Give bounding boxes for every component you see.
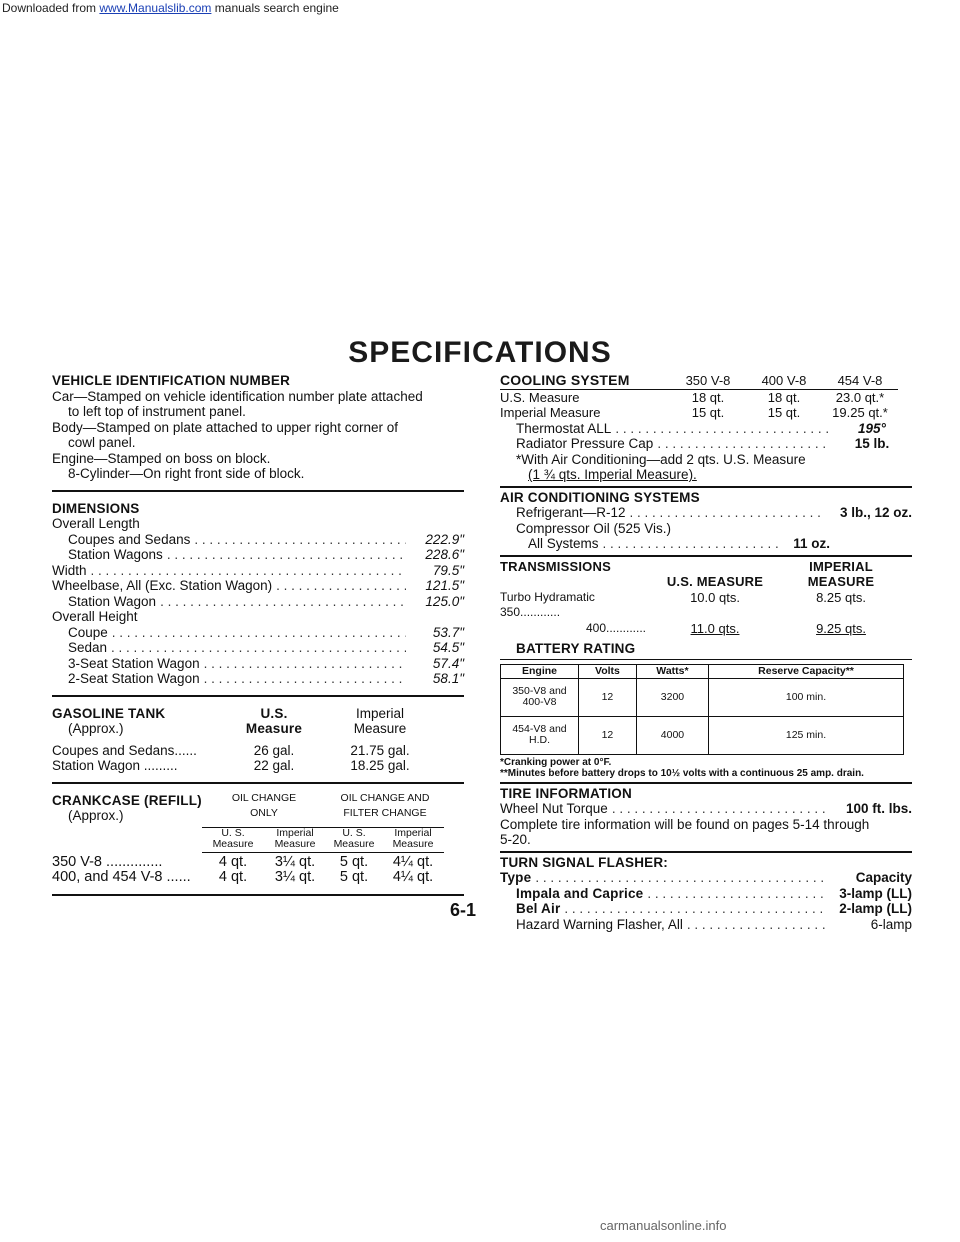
spec-row (500, 886, 912, 902)
spec-label: Type (500, 870, 532, 885)
spec-row (52, 578, 464, 594)
gas-row-label: Station Wagon ......... (52, 758, 178, 773)
cooling-col: 350 V-8 (685, 373, 731, 388)
spec-value: 125.0" (425, 593, 464, 609)
dimensions-section (52, 501, 464, 687)
spec-label: Coupe (68, 624, 108, 640)
spec-value: Capacity (855, 870, 912, 885)
crank-row-value: 4¼ qt. (392, 869, 434, 885)
cooling-imp-value: 15 qt. (691, 405, 725, 420)
trans-imp-head: IMPERIAL (809, 558, 873, 574)
table-row (501, 716, 904, 754)
tire-note: 5-20. (500, 832, 531, 847)
cooling-us-value: 23.0 qt.* (835, 389, 885, 405)
crank-row-value: 3¼ qt. (274, 853, 316, 870)
spec-label: Thermostat ALL (516, 420, 612, 436)
section-divider (500, 486, 912, 488)
gas-col-us-2: Measure (245, 721, 303, 736)
spec-label: Bel Air (516, 901, 561, 916)
spec-value: 11 oz. (793, 536, 830, 551)
table-cell: 125 min. (709, 716, 904, 754)
left-column (52, 373, 464, 905)
oil-only-head (202, 793, 326, 809)
trans-row-label: Turbo Hydramatic 350............ (500, 589, 595, 619)
spec-value: 79.5" (432, 562, 464, 578)
cooling-imp-value: 19.25 qt.* (832, 405, 888, 420)
crank-sub-header: U. S. Measure (333, 826, 375, 850)
vin-line: Body—Stamped on plate attached to upper right corner of (52, 419, 398, 435)
crankcase-section (52, 793, 464, 886)
spec-row (500, 536, 830, 552)
crank-row-value: 5 qt. (339, 869, 369, 885)
table-cell: 454-V8 and H.D. (501, 716, 579, 754)
section-divider (52, 695, 464, 697)
right-column (500, 373, 912, 932)
gas-col-us: U.S. (260, 705, 288, 721)
vin-section (52, 373, 464, 482)
vin-heading: VEHICLE IDENTIFICATION NUMBER (52, 373, 291, 388)
battery-heading: BATTERY RATING (516, 641, 636, 656)
spec-value: 54.5" (432, 640, 464, 655)
trans-row-imp: 9.25 qts. (816, 620, 866, 636)
cooling-us-value: 18 qt. (767, 389, 801, 405)
banner-suffix: manuals search engine (211, 1, 339, 15)
spec-value: 57.4" (432, 655, 464, 671)
spec-value: 58.1" (432, 671, 464, 686)
overall-height-label: Overall Height (52, 609, 138, 624)
crank-row-label: 350 V-8 .............. (52, 853, 163, 870)
spec-row (500, 436, 912, 452)
cooling-us-label: U.S. Measure (500, 389, 580, 405)
spec-row (52, 671, 464, 687)
overall-length-label: Overall Length (52, 516, 140, 531)
section-divider (500, 782, 912, 784)
crankcase-approx: (Approx.) (68, 808, 124, 823)
spec-row (500, 421, 912, 437)
spec-label: Station Wagons (68, 547, 163, 562)
trans-row-us: 11.0 qts. (690, 620, 740, 636)
spec-label: Hazard Warning Flasher, All (516, 916, 683, 932)
spec-value: 195° (858, 420, 886, 436)
spec-label: Coupes and Sedans (68, 531, 191, 547)
crank-row-value: 4 qt. (218, 869, 248, 885)
gas-row-us: 22 gal. (253, 758, 295, 773)
spec-label: 3-Seat Station Wagon (68, 655, 200, 671)
table-cell: 3200 (636, 678, 708, 716)
transmissions-heading: TRANSMISSIONS (500, 558, 611, 574)
crank-row-value: 5 qt. (339, 853, 369, 870)
spec-row (500, 801, 912, 817)
gasoline-heading: GASOLINE TANK (52, 705, 166, 721)
flasher-section (500, 855, 912, 933)
spec-label: 2-Seat Station Wagon (68, 671, 200, 686)
spec-value: 228.6" (425, 547, 464, 562)
gas-row-imp: 18.25 gal. (350, 758, 410, 773)
cooling-note: *With Air Conditioning—add 2 qts. U.S. Measure (516, 451, 806, 467)
cooling-col: 400 V-8 (761, 373, 807, 388)
trans-row-label: 400............ (585, 620, 646, 635)
trans-row-imp: 8.25 qts. (816, 589, 866, 605)
cooling-heading: COOLING SYSTEM (500, 372, 630, 388)
spec-value: 222.9" (425, 531, 464, 547)
table-cell: 4000 (636, 716, 708, 754)
ac-heading: AIR CONDITIONING SYSTEMS (500, 489, 700, 505)
crank-row-label: 400, and 454 V-8 ...... (52, 869, 191, 885)
spec-value: 53.7" (432, 624, 464, 640)
table-cell: 100 min. (709, 678, 904, 716)
crank-row-value: 3¼ qt. (274, 869, 316, 885)
spec-label: Sedan (68, 640, 108, 655)
spec-value: 15 lb. (854, 436, 890, 451)
battery-footnote: **Minutes before battery drops to 10½ volts with a continuous 25 amp. drain. (500, 767, 864, 779)
spec-value: 2-lamp (LL) (839, 901, 912, 916)
flasher-heading: TURN SIGNAL FLASHER: (500, 854, 668, 870)
table-header: Volts (579, 664, 637, 678)
cooling-imp-label: Imperial Measure (500, 405, 601, 420)
table-cell: 12 (579, 678, 637, 716)
vin-line: cowl panel. (68, 435, 136, 450)
banner-prefix: Downloaded from (2, 1, 100, 15)
crank-row-value: 4¼ qt. (392, 853, 434, 870)
cooling-note: (1 ¾ qts. Imperial Measure). (528, 467, 697, 482)
section-divider (500, 555, 912, 557)
transmissions-section (500, 559, 912, 637)
gas-col-imp: Imperial (355, 705, 404, 721)
vin-line: 8-Cylinder—On right front side of block. (68, 466, 305, 481)
spec-value: 3-lamp (LL) (839, 885, 912, 901)
section-divider (52, 490, 464, 492)
oil-only-head-2: ONLY (250, 807, 278, 819)
ac-section (500, 490, 912, 552)
spec-row (500, 505, 912, 521)
cooling-imp-value: 15 qt. (767, 405, 801, 420)
spec-label: Wheel Nut Torque (500, 801, 608, 816)
oil-only-line: OIL CHANGE (231, 791, 297, 804)
crank-sub-header: Imperial Measure (392, 826, 434, 850)
spec-label: Impala and Caprice (516, 885, 644, 901)
table-cell: 350-V8 and 400-V8 (501, 678, 579, 716)
spec-value: 121.5" (425, 578, 464, 593)
tire-heading: TIRE INFORMATION (500, 785, 632, 801)
cooling-col: 454 V-8 (837, 373, 883, 388)
compressor-label: Compressor Oil (525 Vis.) (516, 520, 672, 536)
table-header-row (501, 664, 904, 678)
battery-table (500, 664, 904, 755)
section-divider (52, 782, 464, 784)
spec-label: Width (52, 562, 87, 578)
crank-sub-header: U. S. Measure (212, 826, 254, 850)
vin-line: to left top of instrument panel. (68, 404, 246, 419)
table-row (501, 678, 904, 716)
gasoline-approx: (Approx.) (68, 721, 124, 736)
spec-label: All Systems (528, 536, 599, 551)
spec-label: Refrigerant—R-12 (516, 505, 626, 520)
trans-us-head: U.S. MEASURE (666, 574, 764, 589)
oil-filter-head-2: FILTER CHANGE (343, 807, 427, 819)
spec-row (52, 547, 464, 563)
spec-row (52, 563, 464, 579)
section-divider (500, 851, 912, 853)
spec-value: 6-lamp (870, 916, 912, 932)
trans-imp-head-2: MEASURE (807, 574, 875, 589)
oil-filter-line: OIL CHANGE AND (340, 791, 430, 804)
section-divider (52, 894, 464, 896)
spec-row (52, 594, 464, 610)
table-cell: 12 (579, 716, 637, 754)
spec-label: Station Wagon (68, 593, 157, 609)
spec-row (500, 917, 912, 933)
spec-row (52, 656, 464, 672)
crankcase-heading: CRANKCASE (REFILL) (52, 792, 202, 808)
crank-row-value: 4 qt. (218, 853, 248, 870)
gas-col-imp-2: Measure (353, 721, 407, 736)
table-header: Watts* (636, 664, 708, 678)
gas-row-imp: 21.75 gal. (350, 742, 410, 758)
spec-value: 3 lb., 12 oz. (839, 505, 912, 520)
cooling-us-value: 18 qt. (691, 389, 725, 405)
watermark: carmanualsonline.info (600, 1218, 727, 1233)
vin-line: Engine—Stamped on boss on block. (52, 450, 271, 466)
crank-sub-header: Imperial Measure (274, 826, 316, 850)
tire-section (500, 786, 912, 848)
dimensions-heading: DIMENSIONS (52, 500, 140, 516)
battery-section (500, 641, 912, 779)
tire-note: Complete tire information will be found on pages 5-14 through (500, 816, 870, 832)
gasoline-section (52, 706, 464, 774)
page-title: SPECIFICATIONS (348, 336, 612, 369)
spec-label: Wheelbase, All (Exc. Station Wagon) (52, 578, 273, 593)
spec-label: Radiator Pressure Cap (516, 436, 654, 451)
trans-row-us: 10.0 qts. (690, 589, 740, 605)
gas-row-us: 26 gal. (253, 742, 295, 758)
page-number: 6-1 (450, 900, 477, 920)
spec-value: 100 ft. lbs. (845, 801, 912, 816)
cooling-section (500, 373, 912, 483)
source-banner (0, 0, 960, 16)
table-header: Reserve Capacity** (709, 664, 904, 678)
vin-line: Car—Stamped on vehicle identification number plate attached (52, 388, 423, 404)
spec-row (500, 901, 912, 917)
spec-row (52, 532, 464, 548)
manualslib-link[interactable]: www.Manualslib.com (99, 1, 212, 15)
gas-row-label: Coupes and Sedans...... (52, 742, 197, 758)
spec-row (500, 870, 912, 886)
battery-footnote: *Cranking power at 0°F. (500, 756, 612, 768)
spec-row (52, 625, 464, 641)
spec-row (52, 640, 464, 656)
oil-filter-head (326, 793, 444, 809)
table-header: Engine (501, 664, 579, 678)
